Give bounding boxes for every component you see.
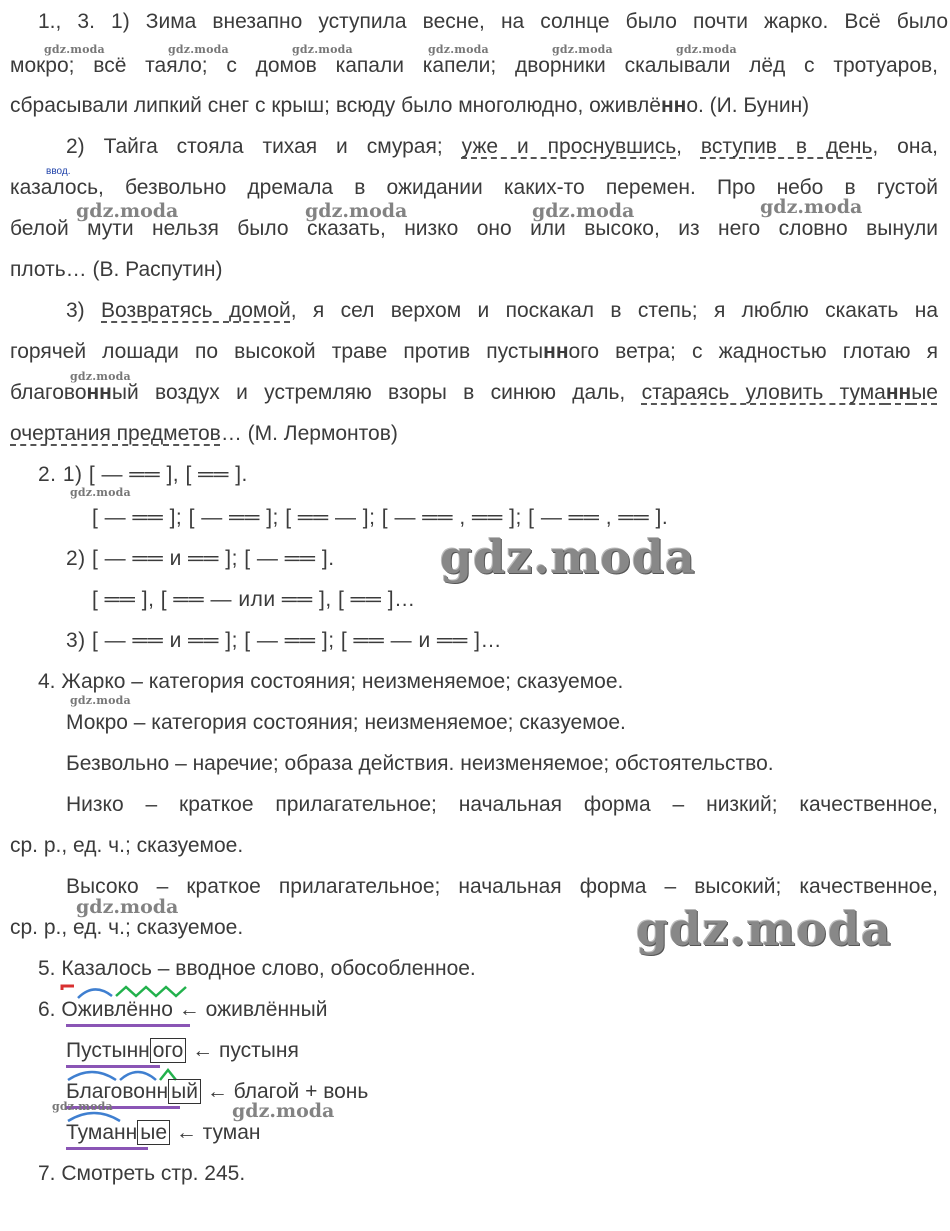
word-analysis-row: Туманн ые ← туман xyxy=(66,1121,261,1144)
word-analysis-row: Пустынн ого ← пустыня xyxy=(66,1039,299,1062)
watermark-large: gdz.moda xyxy=(636,902,892,956)
schema-line: 2) [ — ══ и ══ ]; [ — ══ ]. xyxy=(66,547,335,570)
text-line: благовонный воздух и устремляю взоры в синюю даль, стараясь уловить туманные xyxy=(10,381,938,404)
word-analysis-row: Благовонн ый ← благой + вонь xyxy=(66,1080,369,1103)
watermark-large: gdz.moda xyxy=(440,530,696,584)
text-line: горячей лошади по высокой траве против пустынного ветра; с жадностью глотаю я xyxy=(10,340,938,363)
watermark: gdz.moda xyxy=(532,200,635,222)
schema-line: [ — ══ ]; [ — ══ ]; [ ══ — ]; [ — ══ , ══ ]; [ — ══ , ══ ]. xyxy=(92,506,669,529)
text-line: Низко – краткое прилагательное; начальная форма – низкий; качественное, xyxy=(66,793,938,816)
text-line: Мокро – категория состояния; неизменяемое; сказуемое. xyxy=(66,711,626,734)
watermark: gdz.moda xyxy=(428,43,489,56)
watermark: gdz.moda xyxy=(76,200,179,222)
text-line: ср. р., ед. ч.; сказуемое. xyxy=(10,916,244,939)
watermark: gdz.moda xyxy=(70,370,131,383)
schema-line: 3) [ — ══ и ══ ]; [ — ══ ]; [ ══ — и ══ ]… xyxy=(66,629,502,652)
text-line: 2) Тайга стояла тихая и смурая; уже и проснувшись, вступив в день, она, xyxy=(66,135,938,158)
text-line: сбрасывали липкий снег с крыш; всюду было многолюдно, оживлённо. (И. Бунин) xyxy=(10,94,810,117)
base-underline xyxy=(66,1024,190,1027)
watermark: gdz.moda xyxy=(44,43,105,56)
watermark: gdz.moda xyxy=(292,43,353,56)
text-line: 3) Возвратясь домой, я сел верхом и поскакал в степь; я люблю скакать на xyxy=(66,299,939,322)
text-line: белой мути нельзя было сказать, низко оно или высоко, из него словно вынули xyxy=(10,217,938,240)
text-line: 5. Казалось – вводное слово, обособленное. xyxy=(38,957,476,980)
text-line: плоть… (В. Распутин) xyxy=(10,258,223,281)
watermark: gdz.moda xyxy=(168,43,229,56)
schema-line: [ ══ ], [ ══ — или ══ ], [ ══ ]… xyxy=(92,588,416,611)
text-line: мокро; всё таяло; с домов капали капели; дворники скалывали лёд с тротуаров, xyxy=(10,54,938,77)
text-line: 7. Смотреть стр. 245. xyxy=(38,1162,246,1185)
word-analysis-row: 6. Оживлённо ← оживлённый xyxy=(38,998,328,1021)
text-line: ср. р., ед. ч.; сказуемое. xyxy=(10,834,244,857)
text-line: очертания предметов… (М. Лермонтов) xyxy=(10,422,398,445)
schema-line: 2. 1) [ — ══ ], [ ══ ]. xyxy=(38,463,248,486)
watermark: gdz.moda xyxy=(305,200,408,222)
text-line: 1., 3. 1) Зима внезапно уступила весне, на солнце было почти жарко. Всё было xyxy=(38,10,948,33)
text-line: Высоко – краткое прилагательное; начальная форма – высокий; качественное, xyxy=(66,875,938,898)
watermark: gdz.moda xyxy=(70,486,131,499)
text-line: казалось, безвольно дремала в ожидании каких-то перемен. Про небо в густой xyxy=(10,176,938,199)
vvod-note: ввод. xyxy=(46,166,71,177)
watermark: gdz.moda xyxy=(70,694,131,707)
watermark: gdz.moda xyxy=(232,1100,335,1122)
watermark: gdz.moda xyxy=(76,896,179,918)
watermark: gdz.moda xyxy=(52,1100,113,1113)
text-line: Безвольно – наречие; образа действия. неизменяемое; обстоятельство. xyxy=(66,752,774,775)
base-underline xyxy=(66,1147,148,1150)
watermark: gdz.moda xyxy=(676,43,737,56)
watermark: gdz.moda xyxy=(760,196,863,218)
text-line: 4. Жарко – категория состояния; неизменяемое; сказуемое. xyxy=(38,670,624,693)
watermark: gdz.moda xyxy=(552,43,613,56)
